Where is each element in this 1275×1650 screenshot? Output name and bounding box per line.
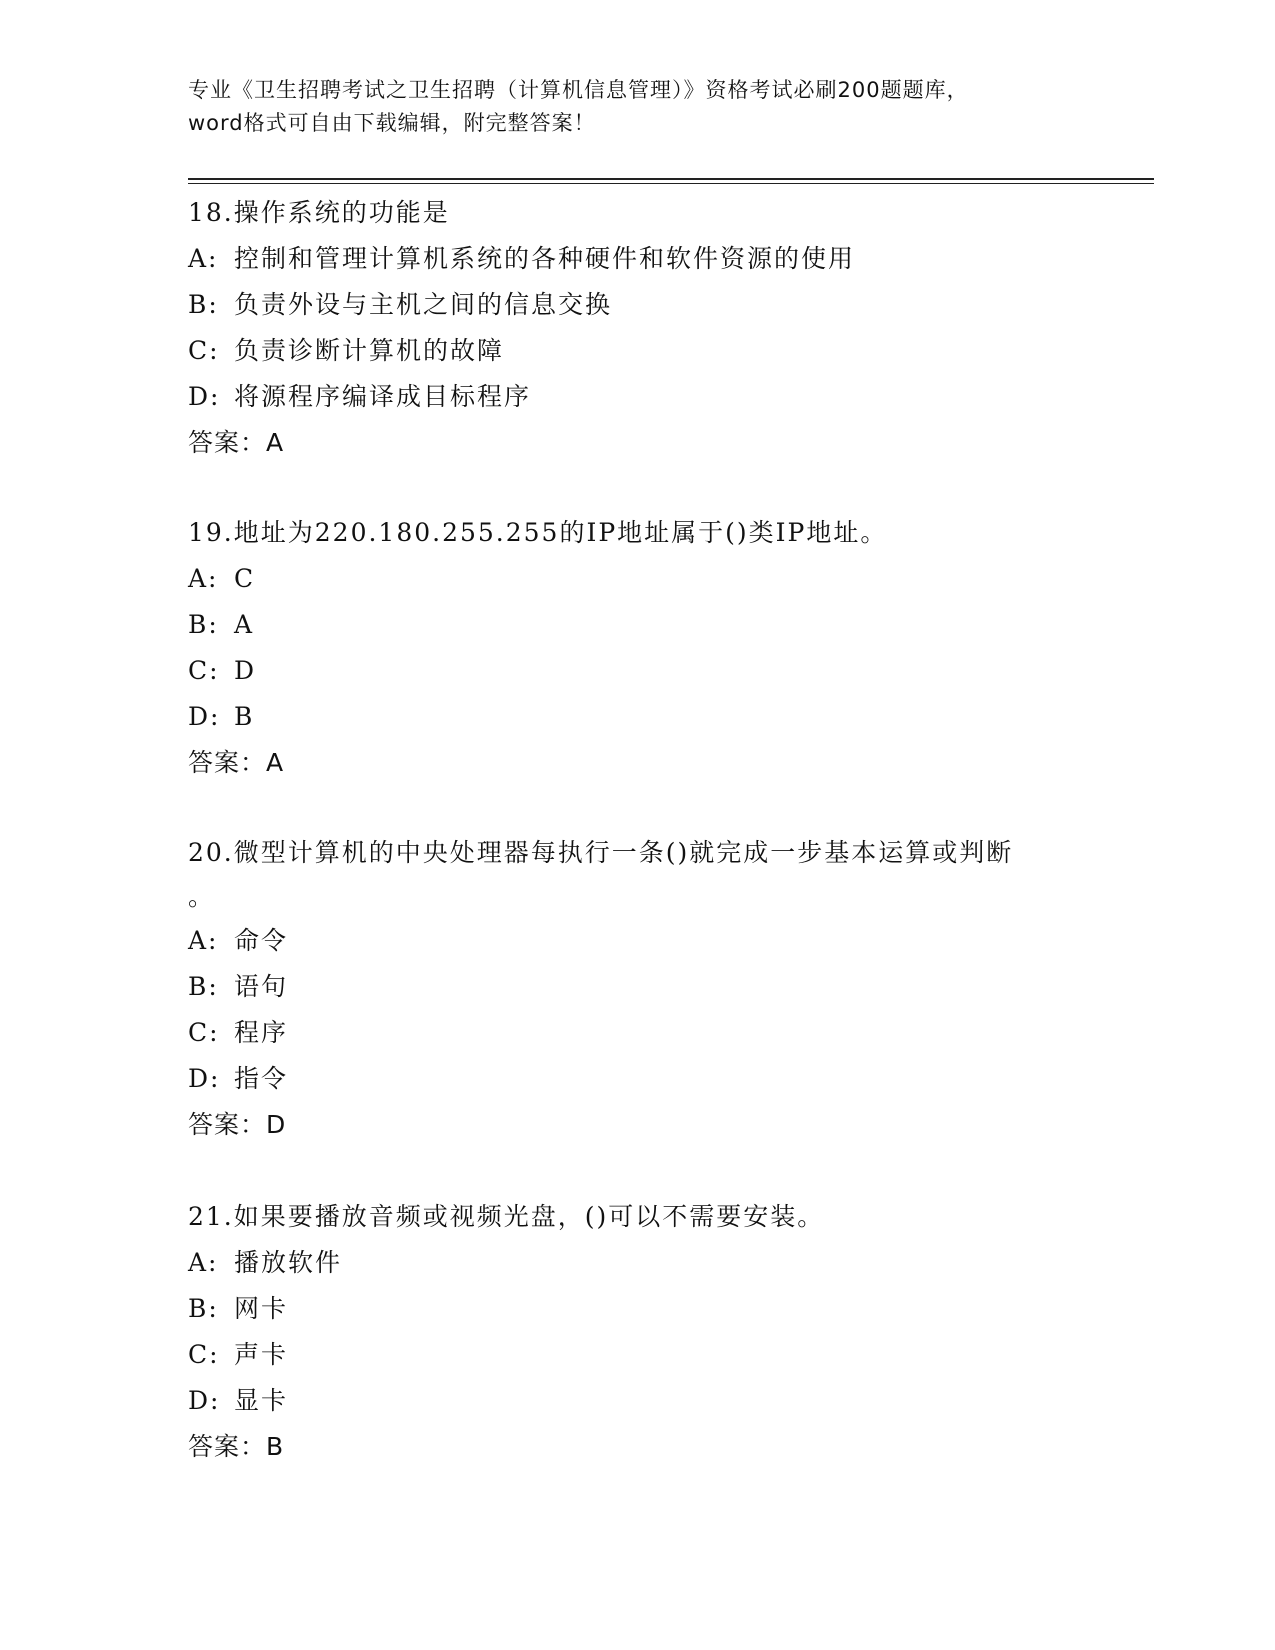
question-stem: 21.如果要播放音频或视频光盘，()可以不需要安装。: [188, 1202, 825, 1231]
option-b: [188, 1286, 1088, 1332]
option-label: B:: [188, 972, 219, 1001]
option-c: [188, 328, 1088, 374]
document-header: [188, 74, 1088, 140]
option-c: [188, 1010, 1088, 1056]
question-stem: 18.操作系统的功能是: [188, 198, 450, 227]
header-line-1: 专业《卫生招聘考试之卫生招聘（计算机信息管理）》资格考试必刷200题题库，: [188, 78, 969, 102]
option-text: 控制和管理计算机系统的各种硬件和软件资源的使用: [234, 244, 856, 273]
option-d: [188, 374, 1088, 420]
option-d: [188, 1378, 1088, 1424]
option-text: D: [234, 656, 257, 685]
option-text: B: [234, 702, 255, 731]
option-label: A:: [188, 926, 219, 955]
option-text: 程序: [234, 1018, 289, 1047]
option-label: C:: [188, 656, 220, 685]
option-b: [188, 282, 1088, 328]
question-21: [188, 1194, 1088, 1470]
question-stem-continuation: 。: [188, 882, 216, 911]
option-label: C:: [188, 1018, 220, 1047]
option-label: C:: [188, 336, 220, 365]
answer-line: 答案：D: [188, 1110, 287, 1139]
header-divider: [188, 178, 1154, 184]
option-label: B:: [188, 610, 219, 639]
option-label: B:: [188, 290, 219, 319]
answer-line: 答案：A: [188, 428, 285, 457]
option-label: D:: [188, 1064, 221, 1093]
question-18: [188, 190, 1088, 466]
option-a: [188, 918, 1088, 964]
option-text: 语句: [234, 972, 289, 1001]
option-text: 负责外设与主机之间的信息交换: [234, 290, 613, 319]
header-line-2: word格式可自由下载编辑，附完整答案！: [188, 111, 596, 135]
option-b: [188, 602, 1088, 648]
option-label: A:: [188, 244, 219, 273]
question-19: [188, 510, 1088, 786]
option-label: D:: [188, 1386, 221, 1415]
option-label: D:: [188, 382, 221, 411]
option-label: A:: [188, 1248, 219, 1277]
question-stem: 19.地址为220.180.255.255的IP地址属于()类IP地址。: [188, 518, 888, 547]
option-text: A: [234, 610, 255, 639]
option-text: C: [234, 564, 256, 593]
answer-line: 答案：A: [188, 748, 285, 777]
option-label: D:: [188, 702, 221, 731]
answer-line: 答案：B: [188, 1432, 285, 1461]
option-text: 播放软件: [234, 1248, 343, 1277]
option-d: [188, 694, 1088, 740]
option-label: B:: [188, 1294, 219, 1323]
option-text: 网卡: [234, 1294, 289, 1323]
option-a: [188, 1240, 1088, 1286]
option-text: 显卡: [234, 1386, 289, 1415]
option-text: 命令: [234, 926, 289, 955]
option-c: [188, 1332, 1088, 1378]
option-text: 声卡: [234, 1340, 289, 1369]
option-a: [188, 236, 1088, 282]
option-label: A:: [188, 564, 219, 593]
option-text: 负责诊断计算机的故障: [234, 336, 505, 365]
question-stem: 20.微型计算机的中央处理器每执行一条()就完成一步基本运算或判断: [188, 838, 1014, 867]
option-text: 指令: [234, 1064, 289, 1093]
question-20: [188, 830, 1088, 1148]
option-label: C:: [188, 1340, 220, 1369]
option-a: [188, 556, 1088, 602]
option-b: [188, 964, 1088, 1010]
option-d: [188, 1056, 1088, 1102]
option-c: [188, 648, 1088, 694]
option-text: 将源程序编译成目标程序: [234, 382, 532, 411]
